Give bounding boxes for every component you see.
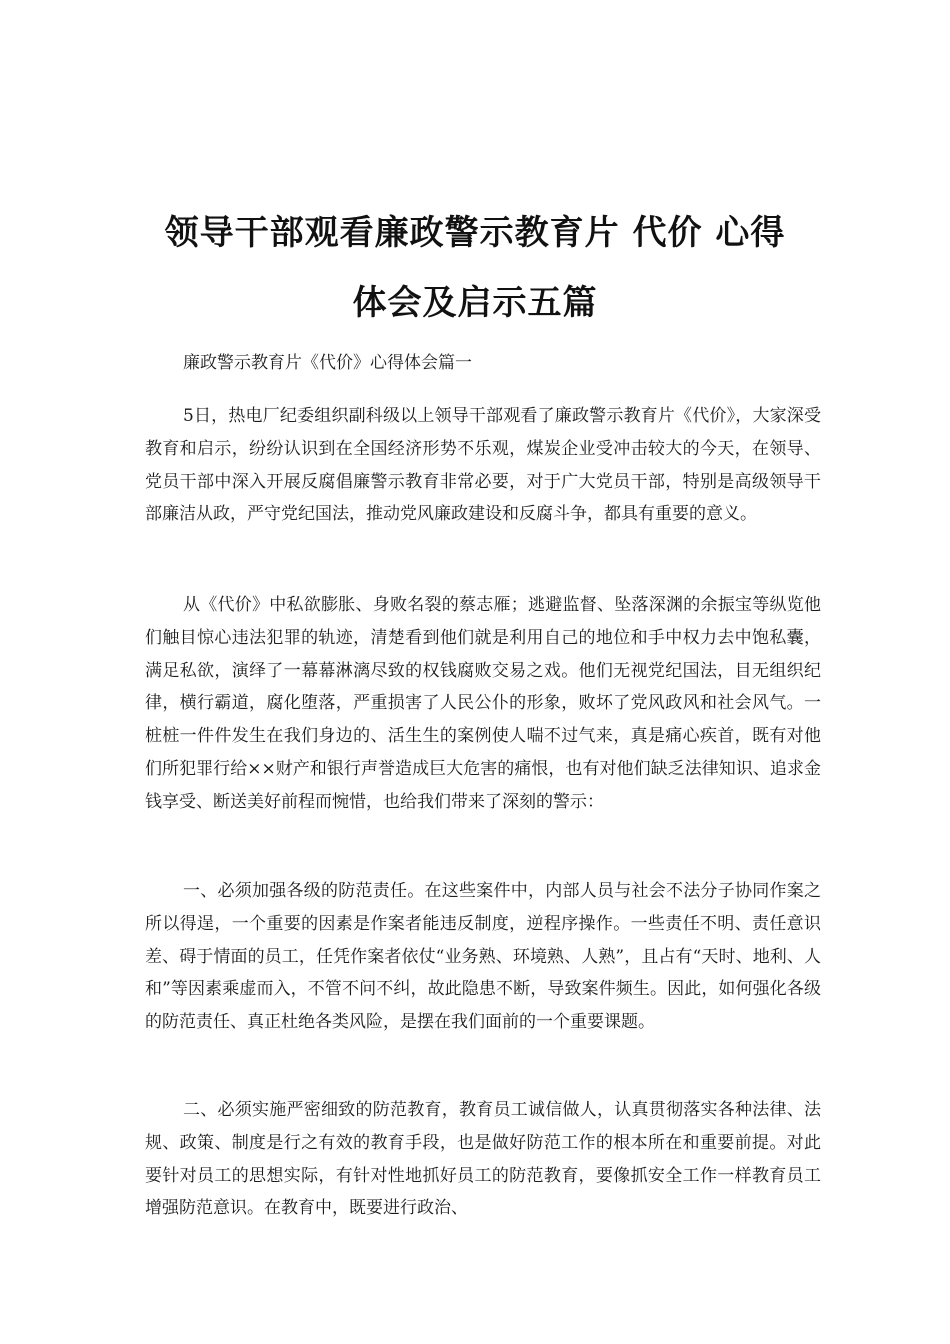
- paragraph-4: 二、必须实施严密细致的防范教育，教育员工诚信做人，认真贯彻落实各种法律、法规、政策、制度是行之有效的教育手段，也是做好防范工作的根本所在和重要前提。对此要针对员工的思想实际，有针对性地抓好员工的防范教育，要像抓安全工作一样教育员工增强防范意识。在教育中，既要进行政治、: [145, 1100, 821, 1219]
- title-line-2: 体会及启示五篇: [352, 283, 598, 323]
- title-line-1: 领导干部观看廉政警示教育片 代价 心得: [164, 213, 786, 253]
- paragraph-3: 一、必须加强各级的防范责任。在这些案件中，内部人员与社会不法分子协同作案之所以得逞，一个重要的因素是作案者能违反制度，逆程序操作。一些责任不明、责任意识差、碍于情面的员工，任凭作案者依仗“业务熟、环境熟、人熟”，且占有“天时、地利、人和”等因素乘虚而入，不管不问不纠，故此隐患不断，导致案件频生。因此，如何强化各级的防范责任、真正杜绝各类风险，是摆在我们面前的一个重要课题。: [145, 881, 821, 1033]
- paragraph-1: 5日，热电厂纪委组织副科级以上领导干部观看了廉政警示教育片《代价》，大家深受教育和启示，纷纷认识到在全国经济形势不乐观，煤炭企业受冲击较大的今天，在领导、党员干部中深入开展反腐倡廉警示教育非常必要，对于广大党员干部，特别是高级领导干部廉洁从政，严守党纪国法，推动党风廉政建设和反腐斗争，都具有重要的意义。: [145, 406, 821, 525]
- paragraph-2: 从《代价》中私欲膨胀、身败名裂的蔡志雁；逃避监督、坠落深渊的余振宝等纵览他们触目惊心违法犯罪的轨迹，清楚看到他们就是利用自己的地位和手中权力去中饱私囊，满足私欲，演绎了一幕幕淋漓尽致的权钱腐败交易之戏。他们无视党纪国法，目无组织纪律，横行霸道，腐化堕落，严重损害了人民公仆的形象，败坏了党风政风和社会风气。一桩桩一件件发生在我们身边的、活生生的案例使人喘不过气来，真是痛心疾首，既有对他们所犯罪行给××财产和银行声誉造成巨大危害的痛恨，也有对他们缺乏法律知识、追求金钱享受、断送美好前程而惋惜，也给我们带来了深刻的警示：: [145, 595, 821, 812]
- document-title: [120, 198, 830, 338]
- section-heading: 廉政警示教育片《代价》心得体会篇一: [183, 353, 472, 373]
